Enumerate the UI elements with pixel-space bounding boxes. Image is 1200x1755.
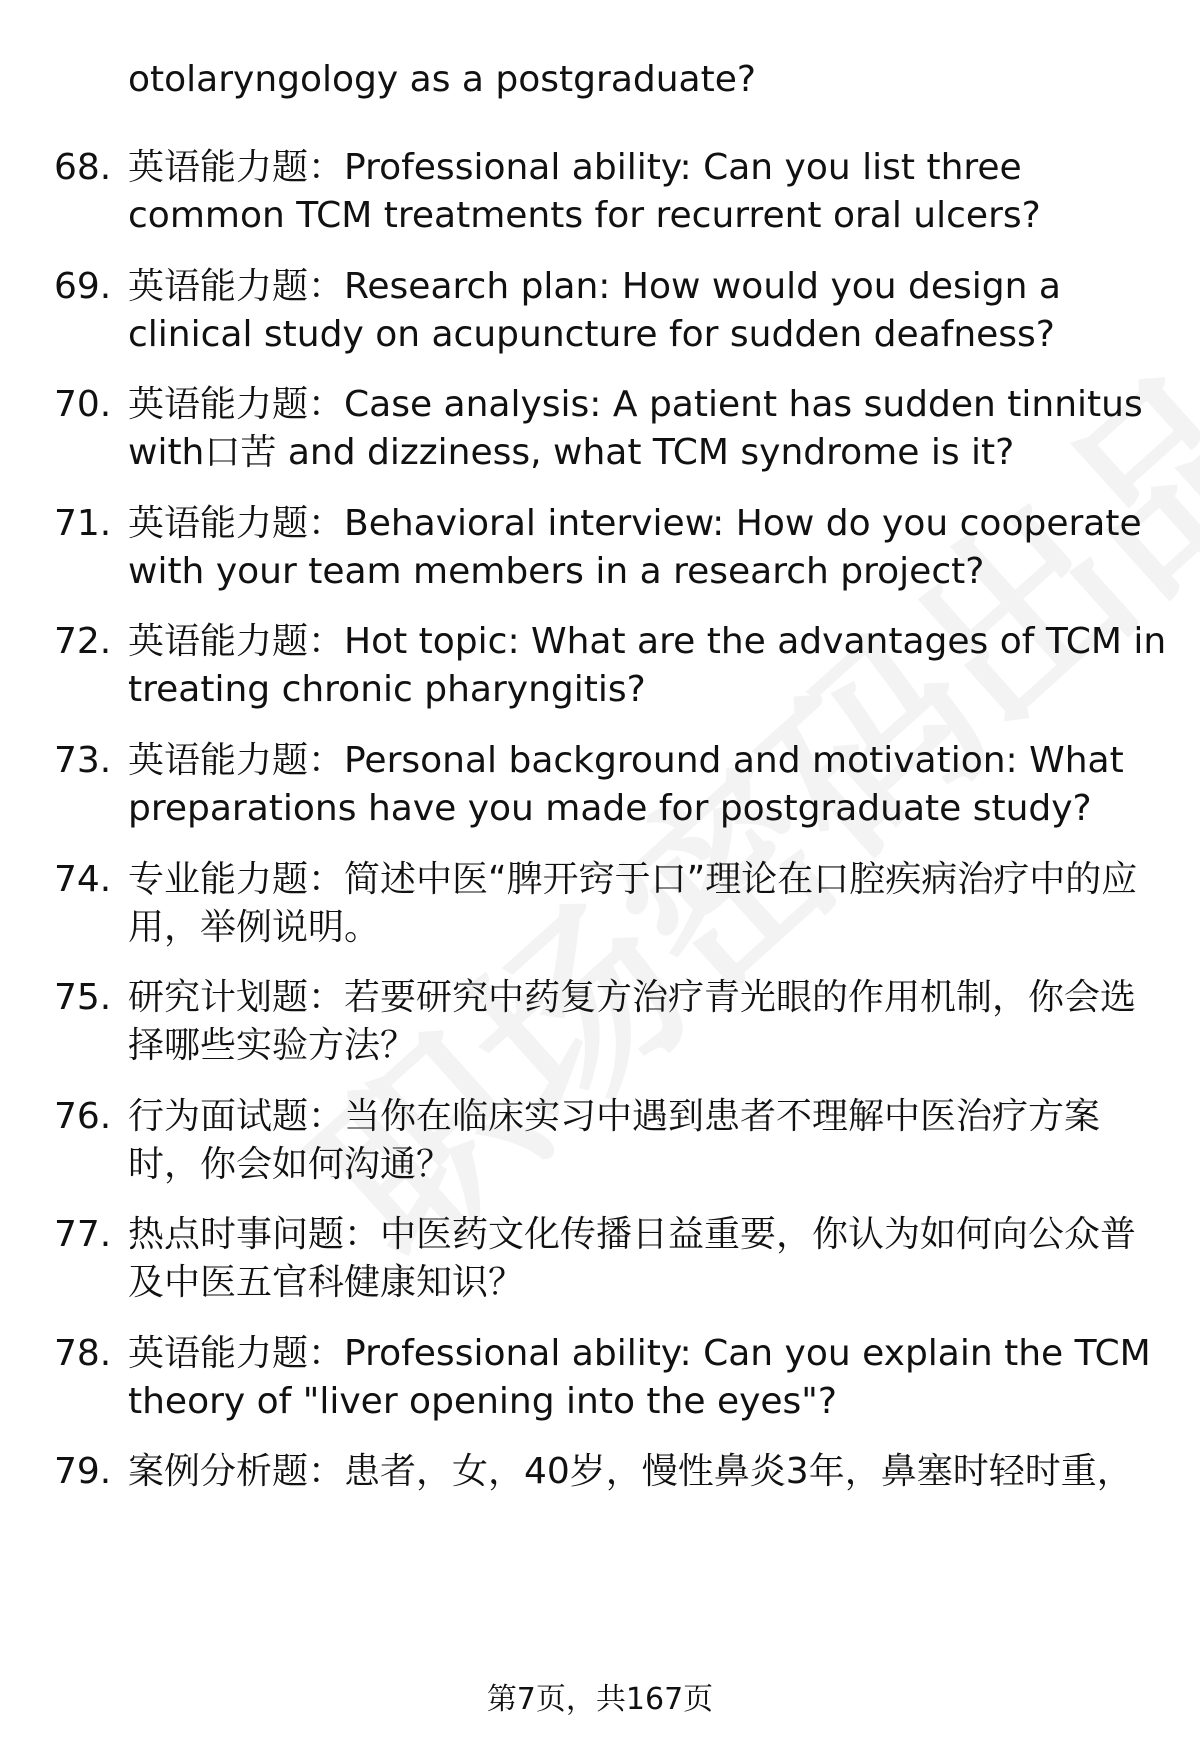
page-footer: 第7页，共167页 xyxy=(486,1682,714,1717)
question-number: 70. xyxy=(54,384,112,425)
question-text: 英语能力题：Hot topic: What are the advantages of TCM in treating chronic pharyngitis? xyxy=(128,621,1167,710)
question-number: 79. xyxy=(54,1451,112,1492)
question-text: 案例分析题：患者，女，40岁，慢性鼻炎3年，鼻塞时轻时重， xyxy=(128,1451,1133,1492)
question-number: 78. xyxy=(54,1333,112,1374)
question-number: 75. xyxy=(54,977,112,1018)
question-number: 71. xyxy=(54,503,112,544)
continued-question-text: otolaryngology as a postgraduate? xyxy=(128,59,756,100)
question-text: 英语能力题：Behavioral interview: How do you cooperate with your team members in a research project? xyxy=(128,503,1142,592)
question-text: 英语能力题：Personal background and motivation: What preparations have you made for postgraduate study? xyxy=(128,740,1124,829)
question-text: 热点时事问题：中医药文化传播日益重要，你认为如何向公众普及中医五官科健康知识？ xyxy=(128,1214,1137,1303)
question-text: 英语能力题：Case analysis: A patient has sudden tinnitus with口苦 and dizziness, what TCM syndrome is it? xyxy=(128,384,1143,473)
question-number: 68. xyxy=(54,147,112,188)
question-text: 英语能力题：Professional ability: Can you list three common TCM treatments for recurrent oral ulcers? xyxy=(128,147,1041,236)
question-text: 行为面试题：当你在临床实习中遇到患者不理解中医治疗方案时，你会如何沟通？ xyxy=(128,1096,1101,1185)
question-text: 英语能力题：Professional ability: Can you explain the TCM theory of "liver opening into the eyes"? xyxy=(128,1333,1151,1422)
question-number: 76. xyxy=(54,1096,112,1137)
question-number: 69. xyxy=(54,266,112,307)
question-number: 77. xyxy=(54,1214,112,1255)
question-number: 74. xyxy=(54,859,112,900)
question-number: 73. xyxy=(54,740,112,781)
question-text: 英语能力题：Research plan: How would you design a clinical study on acupuncture for sudden deafness? xyxy=(128,266,1061,355)
question-text: 专业能力题：简述中医“脾开窍于口”理论在口腔疾病治疗中的应用，举例说明。 xyxy=(128,859,1138,948)
question-text: 研究计划题：若要研究中药复方治疗青光眼的作用机制，你会选择哪些实验方法？ xyxy=(128,977,1137,1066)
question-number: 72. xyxy=(54,621,112,662)
